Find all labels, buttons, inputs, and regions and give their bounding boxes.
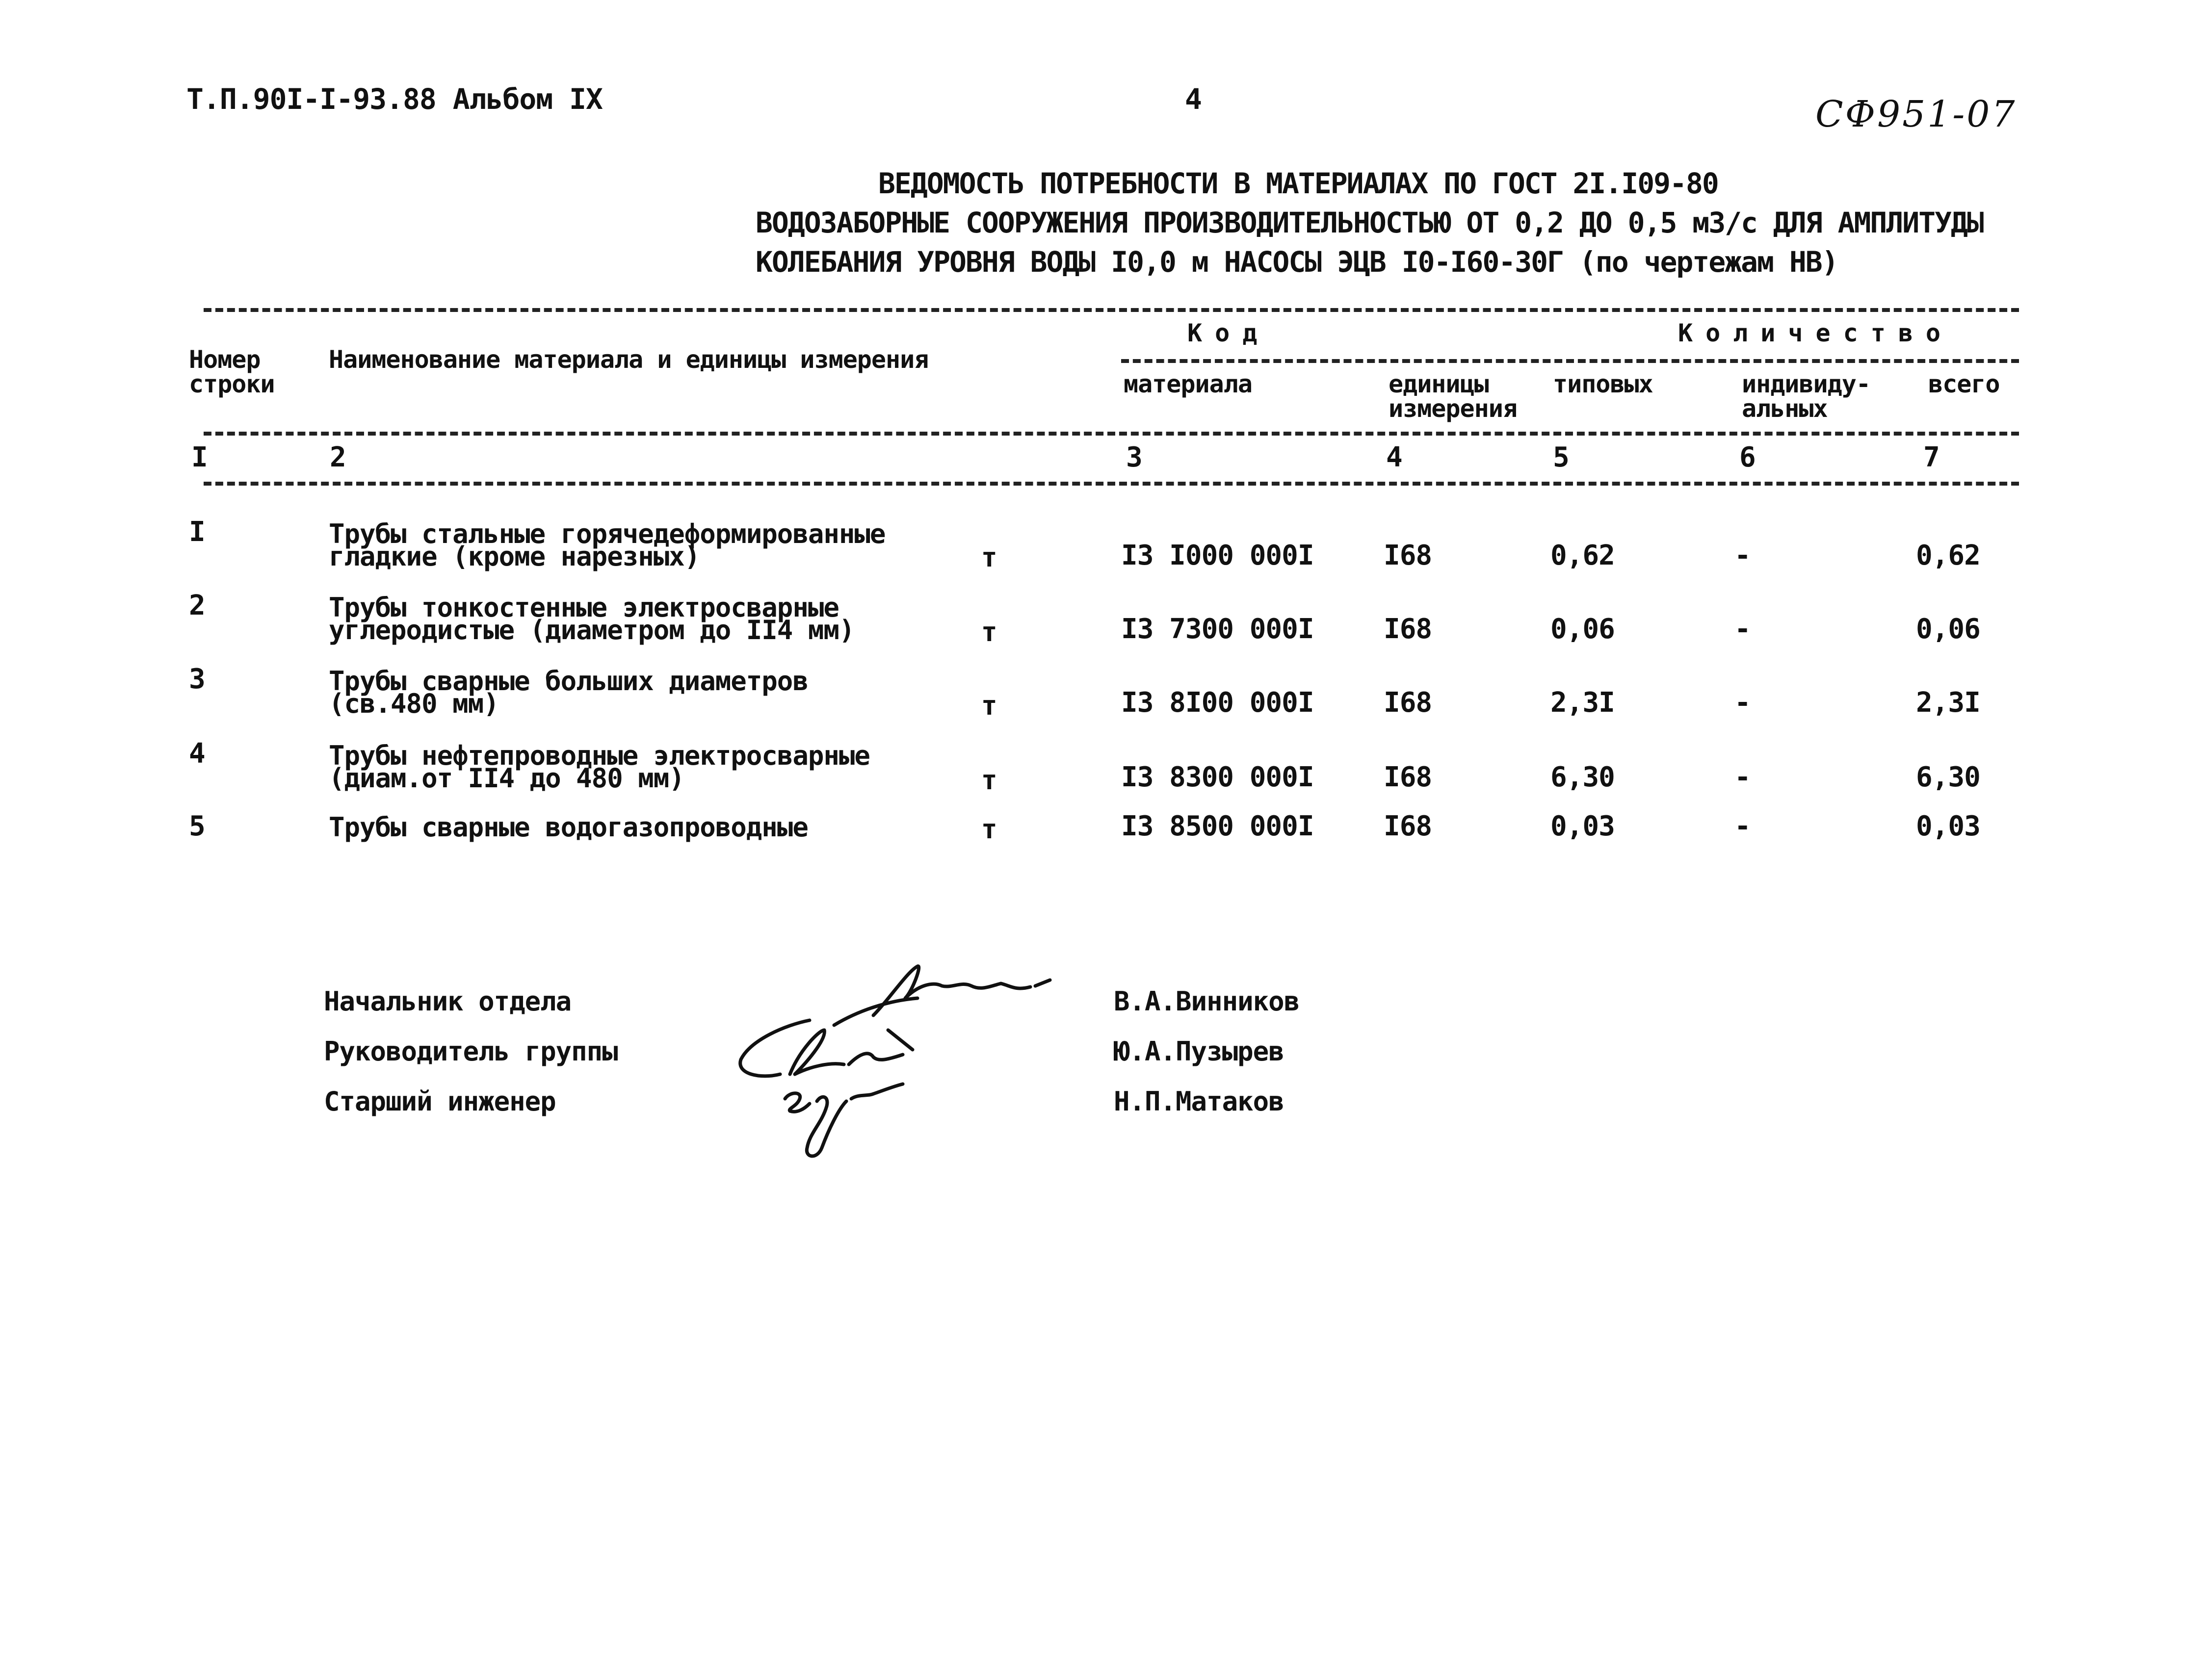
header-row-number-1: Номер	[189, 345, 261, 374]
unit-code: I68	[1384, 761, 1432, 793]
total-quantity: 0,06	[1916, 613, 1980, 645]
page-number: 4	[1185, 82, 1202, 116]
title-line-3: КОЛЕБАНИЯ УРОВНЯ ВОДЫ I0,0 м НАСОСЫ ЭЦВ I0-I60-30Г (по чертежам НВ)	[756, 245, 1838, 279]
material-name-line-2: гладкие (кроме нарезных)	[329, 541, 700, 572]
row-number: 5	[189, 810, 205, 842]
signature-role: Руководитель группы	[324, 1036, 618, 1067]
total-quantity: 0,03	[1916, 810, 1980, 842]
signature-1	[834, 966, 1050, 1025]
unit-abbreviation: т	[981, 542, 997, 573]
handwritten-stamp: СФ951-07	[1815, 93, 2017, 135]
code-group-rule	[1121, 359, 2019, 363]
unit-code: I68	[1384, 810, 1432, 842]
material-code: I3 8I00 000I	[1121, 687, 1314, 719]
material-name-line-1: Трубы нефтепроводные электросварные	[329, 740, 870, 771]
unit-code: I68	[1384, 613, 1432, 645]
total-quantity: 2,3I	[1916, 687, 1980, 719]
typical-quantity: 2,3I	[1550, 687, 1615, 719]
material-name-line-2: углеродистые (диаметром до II4 мм)	[329, 615, 855, 646]
individual-quantity: -	[1734, 810, 1751, 842]
individual-quantity: -	[1734, 687, 1751, 719]
header-unit-1: единицы	[1389, 370, 1489, 398]
individual-quantity: -	[1734, 761, 1751, 793]
header-individual-1: индивиду-	[1742, 370, 1870, 398]
column-number: 5	[1553, 441, 1569, 473]
material-code: I3 I000 000I	[1121, 540, 1314, 571]
header-unit-2: измерения	[1389, 394, 1517, 423]
material-name-line-2: (св.480 мм)	[329, 688, 499, 719]
title-line-2: ВОДОЗАБОРНЫЕ СООРУЖЕНИЯ ПРОИЗВОДИТЕЛЬНОСТЬЮ ОТ 0,2 ДО 0,5 м3/с ДЛЯ АМПЛИТУДЫ	[756, 206, 1983, 239]
unit-abbreviation: т	[981, 814, 997, 845]
typical-quantity: 6,30	[1550, 761, 1615, 793]
header-quantity-group: Количество	[1678, 319, 1954, 347]
material-name-line-1: Трубы сварные водогазопроводные	[329, 812, 808, 843]
total-quantity: 6,30	[1916, 761, 1980, 793]
unit-abbreviation: т	[981, 617, 997, 647]
signature-role: Начальник отдела	[324, 986, 572, 1017]
individual-quantity: -	[1734, 613, 1751, 645]
signatory-name: Ю.А.Пузырев	[1114, 1036, 1284, 1067]
material-code: I3 7300 000I	[1121, 613, 1314, 645]
unit-code: I68	[1384, 540, 1432, 571]
table-top-rule	[204, 308, 2019, 312]
total-quantity: 0,62	[1916, 540, 1980, 571]
column-number: 3	[1126, 441, 1142, 473]
header-total: всего	[1928, 370, 2000, 398]
signatory-name: Н.П.Матаков	[1114, 1086, 1284, 1117]
title-line-1: ВЕДОМОСТЬ ПОТРЕБНОСТИ В МАТЕРИАЛАХ ПО ГОСТ 2I.I09-80	[878, 167, 1718, 200]
signature-role: Старший инженер	[324, 1086, 556, 1117]
material-name-line-1: Трубы стальные горячедеформированные	[329, 518, 886, 549]
document-code: Т.П.90I-I-93.88 Альбом IX	[186, 82, 603, 116]
signature-3	[785, 1084, 903, 1156]
header-code-group: Код	[1187, 319, 1270, 347]
column-number: 6	[1739, 441, 1756, 473]
row-number: 3	[189, 663, 205, 695]
individual-quantity: -	[1734, 540, 1751, 571]
header-row-number-2: строки	[189, 370, 275, 398]
material-code: I3 8300 000I	[1121, 761, 1314, 793]
header-material-code: материала	[1124, 370, 1252, 398]
unit-code: I68	[1384, 687, 1432, 719]
typical-quantity: 0,62	[1550, 540, 1615, 571]
column-number: 4	[1386, 441, 1402, 473]
header-individual-2: альных	[1742, 394, 1828, 423]
column-number: 7	[1923, 441, 1940, 473]
row-number: I	[189, 516, 205, 548]
handwritten-signatures	[711, 952, 1065, 1167]
material-name-line-1: Трубы сварные больших диаметров	[329, 666, 808, 697]
unit-abbreviation: т	[981, 765, 997, 796]
column-numbers-rule	[204, 482, 2019, 486]
typical-quantity: 0,06	[1550, 613, 1615, 645]
header-material-name: Наименование материала и единицы измерения	[329, 345, 929, 374]
column-number: I	[191, 441, 208, 473]
row-number: 4	[189, 738, 205, 770]
header-typical: типовых	[1553, 370, 1653, 398]
material-code: I3 8500 000I	[1121, 810, 1314, 842]
unit-abbreviation: т	[981, 690, 997, 721]
column-number: 2	[330, 441, 346, 473]
header-bottom-rule	[204, 432, 2019, 436]
material-name-line-1: Трубы тонкостенные электросварные	[329, 592, 839, 623]
signatory-name: В.А.Винников	[1114, 986, 1300, 1017]
signature-2	[740, 1020, 913, 1076]
material-name-line-2: (диам.от II4 до 480 мм)	[329, 763, 684, 794]
row-number: 2	[189, 590, 205, 621]
typical-quantity: 0,03	[1550, 810, 1615, 842]
